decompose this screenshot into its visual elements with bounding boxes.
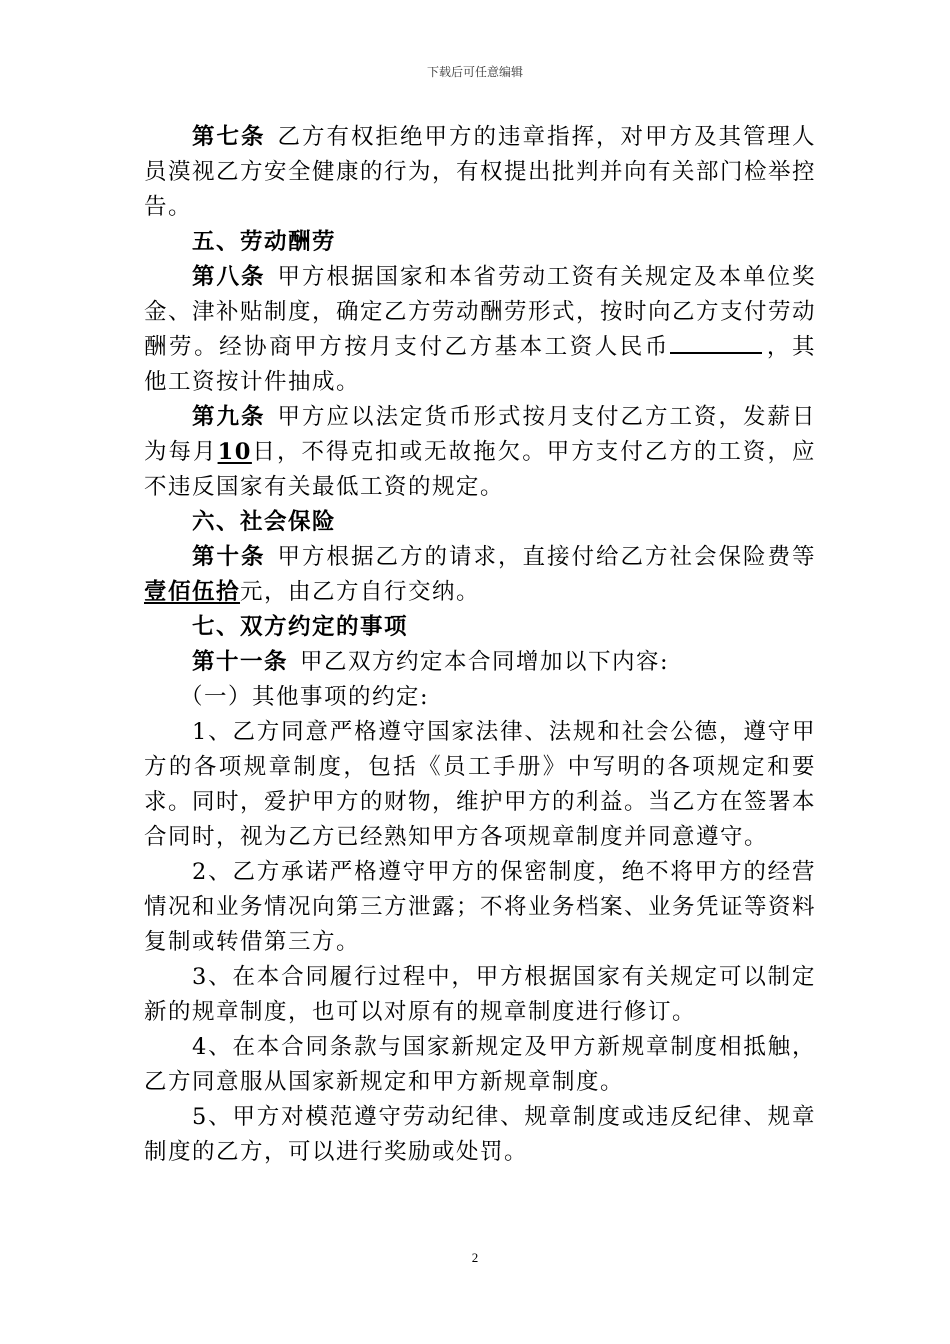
insurance-amount: 壹佰伍拾 — [144, 579, 241, 605]
article-9-text-before: 甲方应以法定货币形式按月支付乙方工资，发薪日为每月 — [144, 404, 816, 465]
salary-blank-field — [670, 330, 762, 354]
article-8-text-before: 甲方根据国家和本省劳动工资有关规定及本单位奖金、津补贴制度，确定乙方劳动酬劳形式，按时向乙方支付劳动酬劳。经协商甲方按月支付乙方基本工资人民币 — [144, 264, 817, 360]
article-9 — [144, 400, 816, 505]
article-9-text-after: 日，不得克扣或无故拖欠。甲方支付乙方的工资，应不违反国家有关最低工资的规定。 — [144, 439, 816, 500]
document-body — [144, 120, 816, 1170]
article-11-text: 甲乙双方约定本合同增加以下内容: — [300, 649, 670, 675]
article-8-label: 第八条 — [192, 264, 266, 290]
article-10-text-before: 甲方根据乙方的请求，直接付给乙方社会保险费等 — [277, 544, 816, 570]
article-11-sub-heading: （一）其他事项的约定: — [180, 684, 430, 710]
article-11 — [144, 645, 816, 680]
section-7-heading: 七、双方约定的事项 — [192, 614, 409, 640]
list-item: 1、乙方同意严格遵守国家法律、法规和社会公德，遵守甲方的各项规章制度，包括《员工手册》中写明的各项规定和要求。同时，爱护甲方的财物，维护甲方的利益。当乙方在签署本合同时，视为乙方已经熟知甲方各项规章制度并同意遵守。 — [144, 719, 817, 850]
list-item: 3、在本合同履行过程中，甲方根据国家有关规定可以制定新的规章制度，也可以对原有的规章制度进行修订。 — [144, 964, 816, 1025]
article-10-label: 第十条 — [192, 544, 266, 570]
pay-day-value: 10 — [217, 439, 252, 465]
list-item: 5、甲方对模范遵守劳动纪律、规章制度或违反纪律、规章制度的乙方，可以进行奖励或处罚。 — [144, 1104, 816, 1165]
article-10 — [144, 540, 816, 610]
article-7-label: 第七条 — [192, 124, 266, 150]
page-header: 下载后可任意编辑 — [426, 65, 523, 79]
section-5-heading: 五、劳动酬劳 — [192, 229, 337, 255]
article-8 — [144, 260, 816, 400]
article-10-text-after: 元，由乙方自行交纳。 — [240, 579, 481, 605]
section-6-heading: 六、社会保险 — [192, 509, 337, 535]
page-number: 2 — [471, 1250, 479, 1265]
article-7-text: 乙方有权拒绝甲方的违章指挥，对甲方及其管理人员漠视乙方安全健康的行为，有权提出批判并向有关部门检举控告。 — [144, 124, 817, 220]
article-9-label: 第九条 — [192, 404, 266, 430]
article-7 — [144, 120, 816, 225]
list-item: 4、在本合同条款与国家新规定及甲方新规章制度相抵触，乙方同意服从国家新规定和甲方新规章制度。 — [144, 1034, 816, 1095]
list-item: 2、乙方承诺严格遵守甲方的保密制度，绝不将甲方的经营情况和业务情况向第三方泄露；不将业务档案、业务凭证等资料复制或转借第三方。 — [144, 859, 817, 955]
article-11-label: 第十一条 — [192, 649, 289, 675]
article-8-text-after: ，其他工资按计件抽成。 — [144, 334, 816, 395]
